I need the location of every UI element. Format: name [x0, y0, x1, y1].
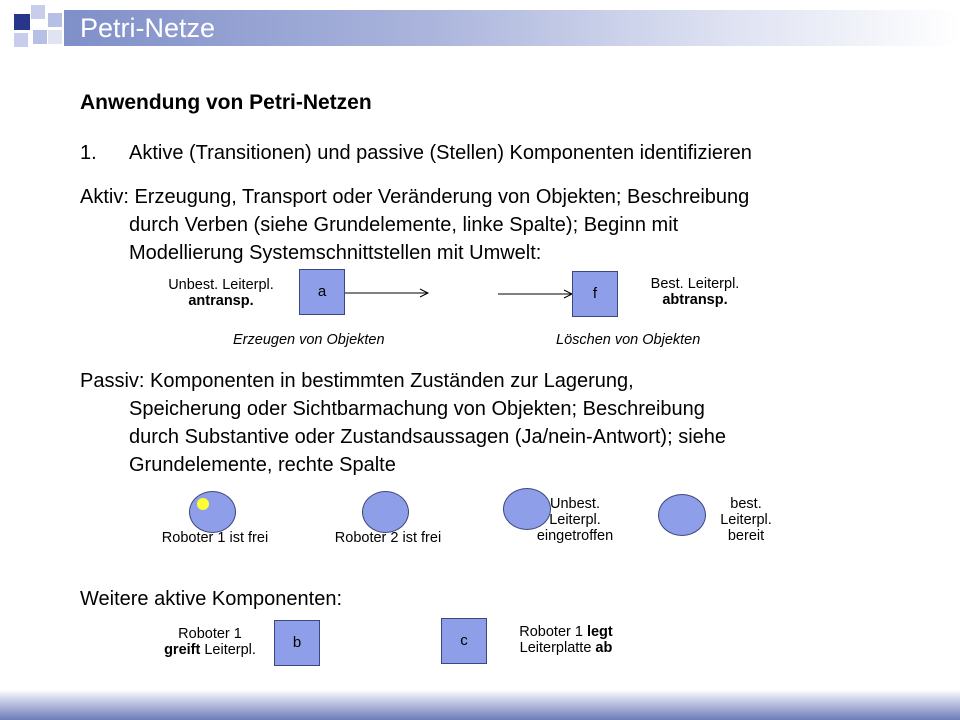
transition-f-label-line-1: Best. Leiterpl. — [650, 276, 740, 292]
aktiv-line-2: durch Verben (siehe Grundelemente, linke Spalte); Beginn mit — [129, 214, 679, 236]
transition-c-particle: ab — [595, 640, 613, 656]
place-best-leiterpl — [658, 494, 706, 536]
transition-box-a: a — [299, 269, 345, 315]
passiv-line-1: Passiv: Komponenten in bestimmten Zuständen zur Lagerung, — [80, 370, 634, 392]
place-2-label: Roboter 2 ist frei — [334, 530, 442, 546]
transition-b-object: Leiterpl. — [200, 642, 256, 658]
passiv-line-3: durch Substantive oder Zustandsaussagen (Ja/nein-Antwort); siehe — [129, 426, 727, 448]
transition-c-line-1: Roboter 1 — [519, 624, 587, 640]
transition-box-b: b — [274, 620, 320, 666]
passiv-paragraph — [80, 367, 900, 479]
list-item-text: Aktive (Transitionen) und passive (Stellen) Komponenten identifizieren — [129, 142, 752, 164]
caption-erzeugen: Erzeugen von Objekten — [233, 332, 385, 348]
transition-f-label — [630, 276, 760, 308]
place-3-label — [530, 496, 620, 544]
transition-c-line-2: Leiterplatte — [519, 640, 596, 656]
place-3-line-2: Leiterpl. — [549, 512, 601, 528]
transition-a-label-line-1: Unbest. Leiterpl. — [168, 277, 274, 293]
place-3-line-1: Unbest. — [550, 496, 600, 512]
aktiv-line-3: Modellierung Systemschnittstellen mit Umwelt: — [129, 242, 542, 264]
transition-a-label-line-2: antransp. — [188, 293, 254, 309]
caption-loeschen: Löschen von Objekten — [556, 332, 701, 348]
place-4-line-3: bereit — [727, 528, 765, 544]
transition-box-f: f — [572, 271, 618, 317]
transition-b-label — [140, 626, 280, 658]
passiv-line-4: Grundelemente, rechte Spalte — [129, 454, 396, 476]
weitere-heading: Weitere aktive Komponenten: — [80, 588, 343, 610]
place-4-line-1: best. — [730, 496, 762, 512]
transition-b-verb: greift — [164, 642, 201, 658]
place-4-label — [706, 496, 786, 544]
token-dot — [197, 498, 209, 510]
place-1-label: Roboter 1 ist frei — [161, 530, 269, 546]
place-3-line-3: eingetroffen — [536, 528, 614, 544]
transition-box-c: c — [441, 618, 487, 664]
section-heading: Anwendung von Petri-Netzen — [80, 91, 372, 114]
place-roboter-2 — [362, 491, 409, 533]
slide-title: Petri-Netze — [80, 13, 216, 43]
transition-c-verb: legt — [586, 624, 613, 640]
transition-f-label-line-2: abtransp. — [662, 292, 728, 308]
list-number: 1. — [80, 142, 97, 164]
passiv-line-2: Speicherung oder Sichtbarmachung von Objekten; Beschreibung — [129, 398, 705, 420]
place-4-line-2: Leiterpl. — [720, 512, 772, 528]
aktiv-line-1: Aktiv: Erzeugung, Transport oder Veränderung von Objekten; Beschreibung — [80, 186, 750, 208]
place-roboter-1 — [189, 491, 236, 533]
transition-b-line-1: Roboter 1 — [178, 626, 242, 642]
footer-bar — [0, 690, 960, 720]
transition-c-label — [496, 624, 636, 656]
